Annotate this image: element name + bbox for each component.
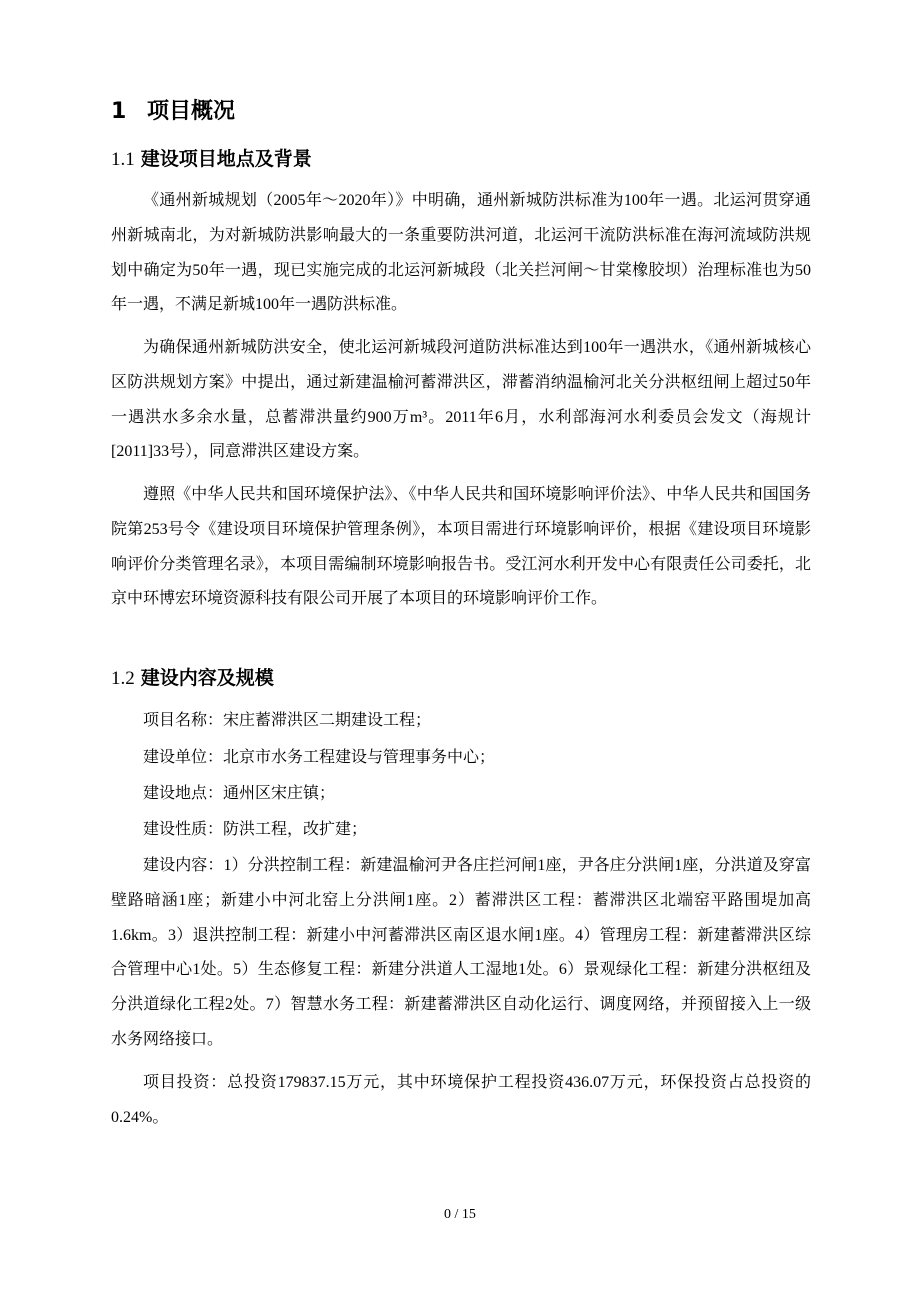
chapter-title: 项目概况 [147, 99, 236, 124]
background-paragraph-1: 《通州新城规划（2005年～2020年）》中明确，通州新城防洪标准为100年一遇。北运河贯穿通州新城南北，为对新城防洪影响最大的一条重要防洪河道，北运河干流防洪标准在海河流域防洪规划中确定为50年一遇，现已实施完成的北运河新城段（北关拦河闸～甘棠橡胶坝）治理标准也为50年一遇，不满足新城100年一遇防洪标准。 [111, 192, 811, 314]
section-heading-1-1 [111, 143, 312, 175]
background-paragraph-3: 遵照《中华人民共和国环境保护法》、《中华人民共和国环境影响评价法》、中华人民共和国国务院第253号令《建设项目环境保护管理条例》，本项目需进行环境影响评价，根据《建设项目环境影响评价分类管理名录》，本项目需编制环境影响报告书。受江河水利开发中心有限责任公司委托，北京中环博宏环境资源科技有限公司开展了本项目的环境影响评价工作。 [111, 486, 811, 608]
chapter-heading [111, 94, 235, 130]
section-number: 1.2 [111, 668, 135, 689]
section-number: 1.1 [111, 149, 135, 170]
chapter-number: 1 [111, 99, 127, 124]
section-heading-1-2 [111, 662, 274, 694]
project-unit: 建设单位：北京市水务工程建设与管理事务中心； [143, 749, 496, 766]
project-name: 项目名称：宋庄蓄滞洪区二期建设工程； [143, 712, 432, 729]
project-content: 建设内容：1）分洪控制工程：新建温榆河尹各庄拦河闸1座，尹各庄分洪闸1座，分洪道及穿富壁路暗涵1座；新建小中河北窑上分洪闸1座。2）蓄滞洪区工程：蓄滞洪区北端窑平路围堤加高1.6km。3）退洪控制工程：新建小中河蓄滞洪区南区退水闸1座。4）管理房工程：新建蓄滞洪区综合管理中心1处。5）生态修复工程：新建分洪道人工湿地1处。6）景观绿化工程：新建分洪枢纽及分洪道绿化工程2处。7）智慧水务工程：新建蓄滞洪区自动化运行、调度网络，并预留接入上一级水务网络接口。 [111, 857, 811, 1048]
section-title: 建设内容及规模 [140, 667, 274, 689]
section-title: 建设项目地点及背景 [140, 148, 312, 170]
project-location: 建设地点：通州区宋庄镇； [143, 785, 336, 802]
project-nature: 建设性质：防洪工程，改扩建； [143, 821, 368, 838]
background-paragraph-2: 为确保通州新城防洪安全，使北运河新城段河道防洪标准达到100年一遇洪水，《通州新城核心区防洪规划方案》中提出，通过新建温榆河蓄滞洪区，滞蓄消纳温榆河北关分洪枢纽闸上超过50年一遇洪水多余水量，总蓄滞洪量约900万m³。2011年6月，水利部海河水利委员会发文（海规计[2011]33号），同意滞洪区建设方案。 [111, 339, 811, 461]
page-number: 0 / 15 [444, 1207, 476, 1222]
project-investment: 项目投资：总投资179837.15万元，其中环境保护工程投资436.07万元，环保投资占总投资的0.24%。 [111, 1074, 811, 1126]
